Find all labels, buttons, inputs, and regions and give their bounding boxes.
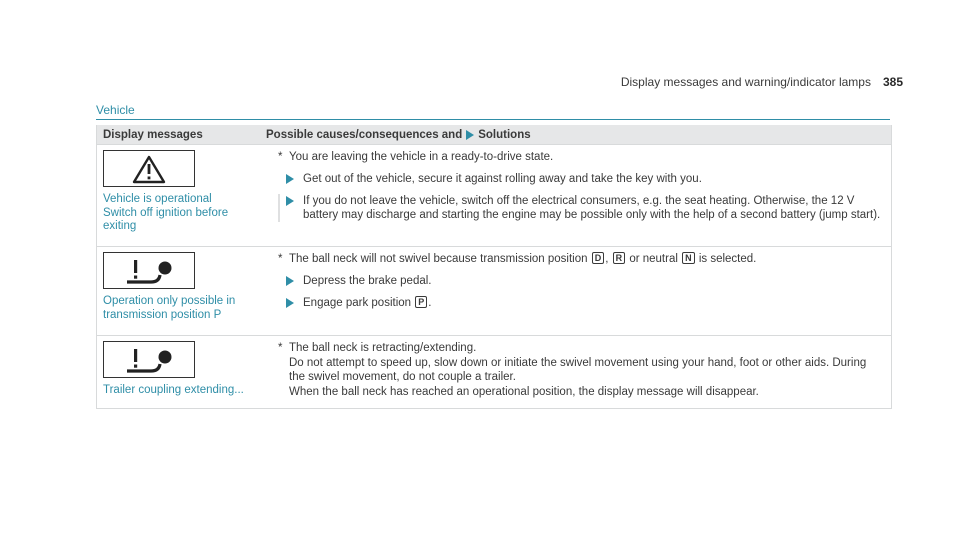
header-display-messages: Display messages: [103, 128, 203, 141]
message-cell: [97, 145, 262, 246]
solution-item: If you do not leave the vehicle, switch off the electrical consumers, e.g. the seat heating. Otherwise, the 12 V battery may discharge and starting the engine may be possible only with the help of a second battery (jump start).: [278, 194, 885, 222]
header-solutions-label: Solutions: [478, 128, 531, 141]
display-message: Vehicle is operational Switch off ignition before exiting: [103, 193, 229, 232]
display-message: Operation only possible in transmission position P: [103, 295, 236, 321]
section-title: Vehicle: [96, 103, 135, 117]
trailer-hitch-warning-icon: [103, 252, 195, 289]
solution-item: Engage park position P .: [278, 296, 885, 310]
cause-text: * You are leaving the vehicle in a ready-to-drive state.: [278, 151, 554, 163]
arrow-right-icon: [286, 298, 294, 308]
info-paragraph: Do not attempt to speed up, slow down or initiate the swivel movement using your hand, foot or other aids. During the swivel movement, do not couple a trailer.: [289, 357, 867, 383]
cause-solution-cell: [262, 145, 891, 246]
gear-key-d: D: [592, 252, 605, 264]
arrow-right-icon: [286, 196, 294, 206]
solution-item: Depress the brake pedal.: [278, 274, 885, 288]
message-cell: [97, 336, 262, 408]
running-title: Display messages and warning/indicator lamps: [620, 75, 871, 89]
gear-key-r: R: [613, 252, 626, 264]
arrow-right-icon: [286, 276, 294, 286]
table-row: [97, 144, 891, 246]
solution-item: Get out of the vehicle, secure it against rolling away and take the key with you.: [278, 172, 885, 186]
trailer-hitch-warning-icon: [103, 341, 195, 378]
cause-solution-cell: [262, 247, 891, 335]
running-header: [621, 75, 903, 89]
messages-table: [96, 125, 892, 409]
page-number: 385: [882, 75, 903, 89]
cause-text: * The ball neck will not swivel because transmission position D , R or neutral N is selected.: [278, 253, 757, 265]
message-cell: [97, 247, 262, 335]
warning-triangle-icon: [103, 150, 195, 187]
table-row: [97, 246, 891, 335]
table-row: [97, 335, 891, 408]
display-message: Trailer coupling extending...: [103, 384, 244, 396]
header-causes-solutions: [262, 129, 891, 141]
arrow-right-icon: [286, 174, 294, 184]
section-rule: [96, 119, 890, 120]
cause-solution-cell: [262, 336, 891, 408]
info-paragraph: When the ball neck has reached an operational position, the display message will disappear.: [289, 386, 759, 398]
gear-key-n: N: [682, 252, 695, 264]
header-causes-label: Possible causes/consequences and: [266, 128, 463, 141]
gear-key-p: P: [415, 296, 427, 308]
cause-text: * The ball neck is retracting/extending.: [278, 342, 477, 354]
arrow-right-icon: [466, 130, 474, 140]
table-header: [97, 125, 891, 144]
